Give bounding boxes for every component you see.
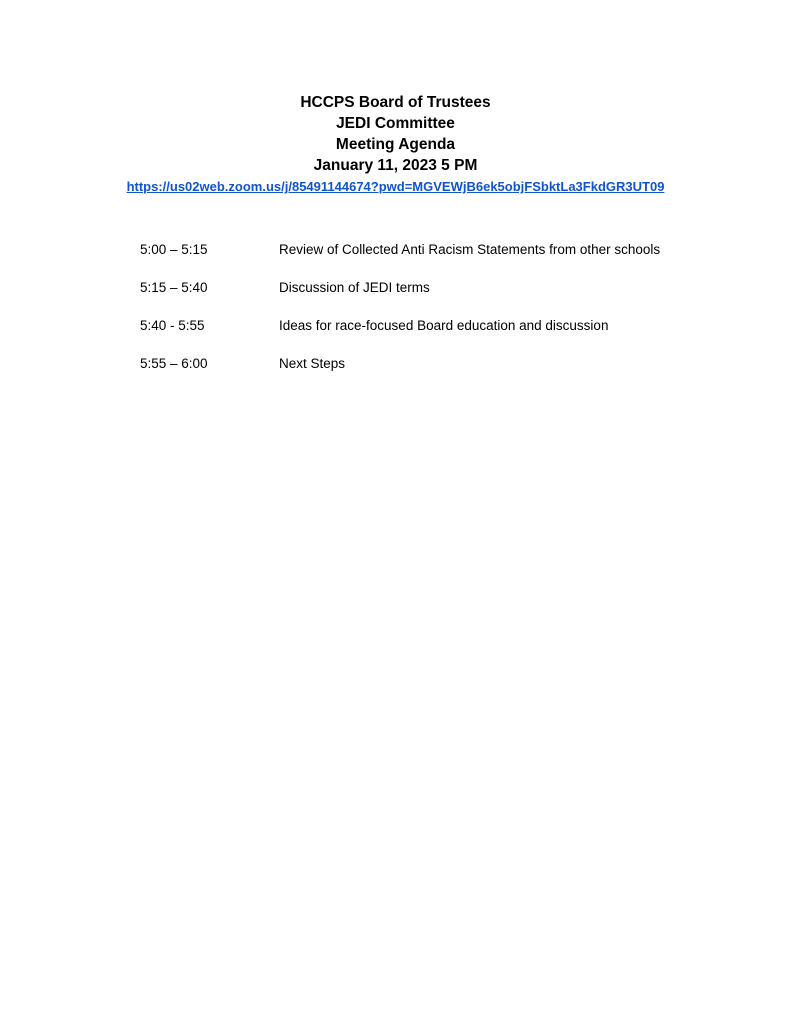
agenda-row bbox=[140, 354, 760, 392]
agenda-list bbox=[140, 240, 760, 392]
agenda-item: Review of Collected Anti Racism Statements from other schools bbox=[279, 242, 661, 257]
zoom-meeting-link[interactable]: https://us02web.zoom.us/j/85491144674?pwd=MGVEWjB6ek5objFSbktLa3FkdGR3UT09 bbox=[126, 179, 665, 194]
agenda-header bbox=[0, 92, 791, 196]
agenda-item: Next Steps bbox=[279, 356, 346, 371]
agenda-time: 5:00 – 5:15 bbox=[140, 242, 208, 257]
agenda-item: Discussion of JEDI terms bbox=[279, 280, 430, 295]
committee-title: JEDI Committee bbox=[336, 115, 455, 132]
agenda-time: 5:40 - 5:55 bbox=[140, 318, 205, 333]
agenda-row bbox=[140, 278, 760, 316]
meeting-date: January 11, 2023 5 PM bbox=[313, 157, 478, 174]
document-title: Meeting Agenda bbox=[335, 136, 456, 153]
agenda-row bbox=[140, 316, 760, 354]
agenda-item: Ideas for race-focused Board education and discussion bbox=[279, 318, 609, 333]
agenda-time: 5:55 – 6:00 bbox=[140, 356, 208, 371]
agenda-row bbox=[140, 240, 760, 278]
agenda-time: 5:15 – 5:40 bbox=[140, 280, 208, 295]
organization-title: HCCPS Board of Trustees bbox=[300, 94, 491, 111]
